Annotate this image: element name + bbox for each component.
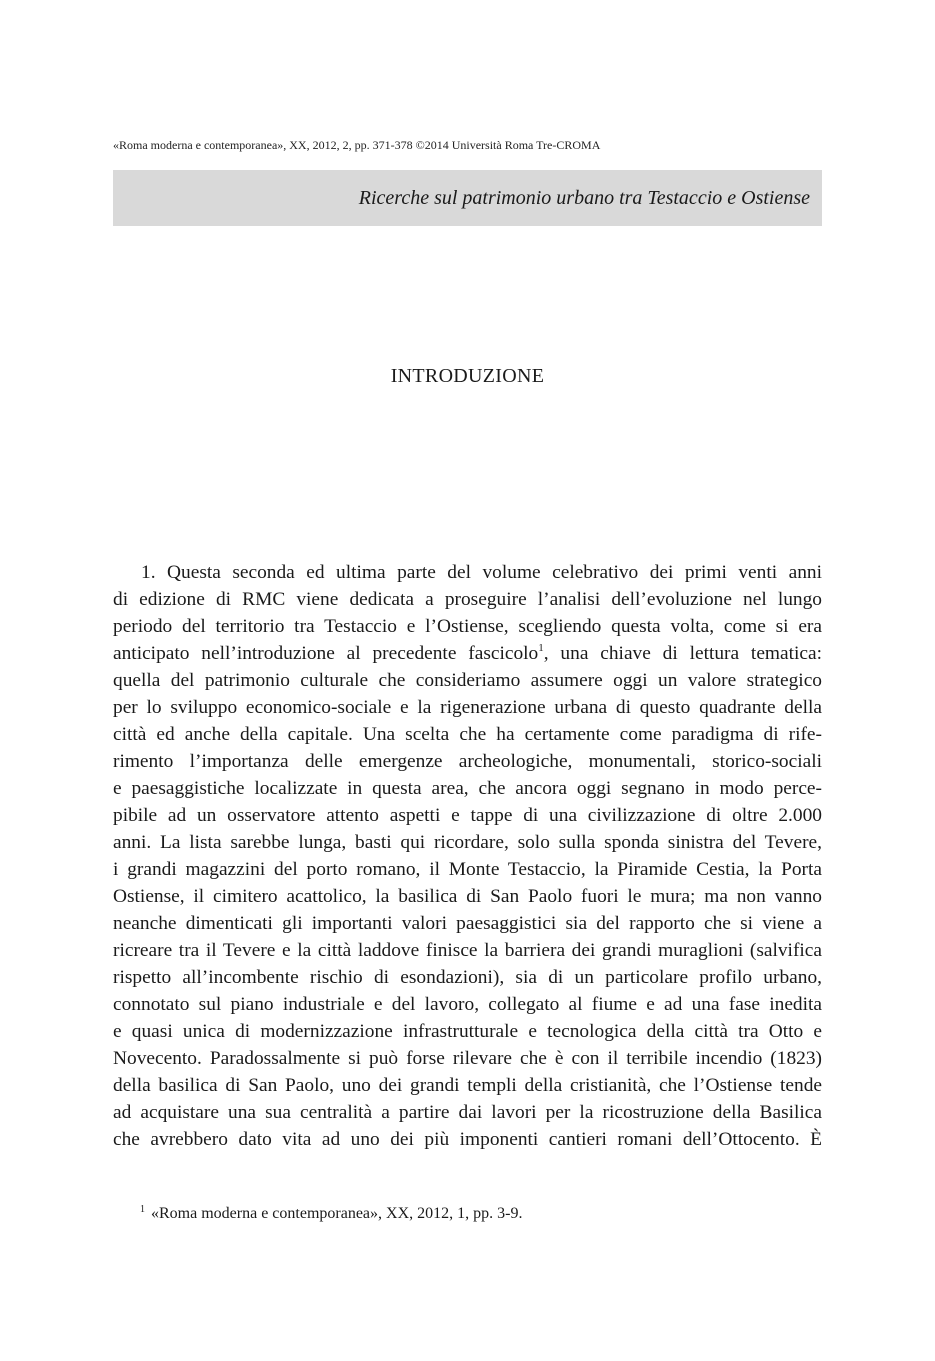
body-line: città ed anche della capitale. Una scelta che ha certamente come paradigma di rife- <box>113 724 822 745</box>
body-line: anni. La lista sarebbe lunga, basti qui ricordare, solo sulla sponda sinistra del Tevere, <box>113 832 822 853</box>
body-line: ricreare tra il Tevere e la città laddove finisce la barriera dei grandi muraglioni (salvifica <box>113 940 822 961</box>
body-line: connotato sul piano industriale e del lavoro, collegato al fiume e ad una fase inedita <box>113 994 822 1015</box>
body-line: di edizione di RMC viene dedicata a proseguire l’analisi dell’evoluzione nel lungo <box>113 589 822 610</box>
body-line: 1. Questa seconda ed ultima parte del volume celebrativo dei primi venti anni <box>141 562 822 583</box>
chapter-heading: INTRODUZIONE <box>390 365 545 387</box>
body-line-text-continued: , una chiave di lettura tematica: <box>543 643 822 664</box>
footnote <box>140 1199 822 1225</box>
footnote-number: 1 <box>140 1204 145 1215</box>
body-line: e paesaggistiche localizzate in questa area, che ancora oggi segnano in modo perce- <box>113 778 822 799</box>
body-line: neanche dimenticati gli importanti valori paesaggistici sia del rapporto che si viene a <box>113 913 822 934</box>
body-line: che avrebbero dato vita ad uno dei più imponenti cantieri romani dell’Ottocento. È <box>113 1129 822 1150</box>
body-line: pibile ad un osservatore attento aspetti e tappe di una civilizzazione di oltre 2.000 <box>113 805 822 826</box>
section-title: Ricerche sul patrimonio urbano tra Testaccio e Ostiense <box>358 187 810 209</box>
journal-citation: «Roma moderna e contemporanea», XX, 2012, 2, pp. 371-378 ©2014 Università Roma Tre-CROMA <box>113 138 601 152</box>
body-line: Ostiense, il cimitero acattolico, la basilica di San Paolo fuori le mura; ma non vanno <box>113 886 822 907</box>
section-header-band <box>113 170 822 226</box>
footnote-text: «Roma moderna e contemporanea», XX, 2012, 1, pp. 3-9. <box>151 1205 523 1222</box>
body-line: rimento l’importanza delle emergenze archeologiche, monumentali, storico-sociali <box>113 751 822 772</box>
body-line: Novecento. Paradossalmente si può forse rilevare che è con il terribile incendio (1823) <box>113 1048 822 1069</box>
body-paragraph <box>113 559 822 1153</box>
body-line: i grandi magazzini del porto romano, il Monte Testaccio, la Piramide Cestia, la Porta <box>113 859 822 880</box>
footnote-reference[interactable]: 1 <box>538 642 544 654</box>
body-line: quella del patrimonio culturale che consideriamo assumere oggi un valore strategico <box>113 670 822 691</box>
body-line: della basilica di San Paolo, uno dei grandi templi della cristianità, che l’Ostiense tende <box>113 1075 822 1096</box>
body-line: e quasi unica di modernizzazione infrastrutturale e tecnologica della città tra Otto e <box>113 1021 822 1042</box>
body-line: rispetto all’incombente rischio di esondazioni), sia di un particolare profilo urbano, <box>113 967 822 988</box>
body-line: periodo del territorio tra Testaccio e l’Ostiense, scegliendo questa volta, come si era <box>113 616 822 637</box>
body-line-with-footnote <box>113 640 822 667</box>
body-line: per lo sviluppo economico-sociale e la rigenerazione urbana di questo quadrante della <box>113 697 822 718</box>
body-line: ad acquistare una sua centralità a partire dai lavori per la ricostruzione della Basilica <box>113 1102 822 1123</box>
body-line-text: anticipato nell’introduzione al precedente fascicolo <box>113 643 539 664</box>
